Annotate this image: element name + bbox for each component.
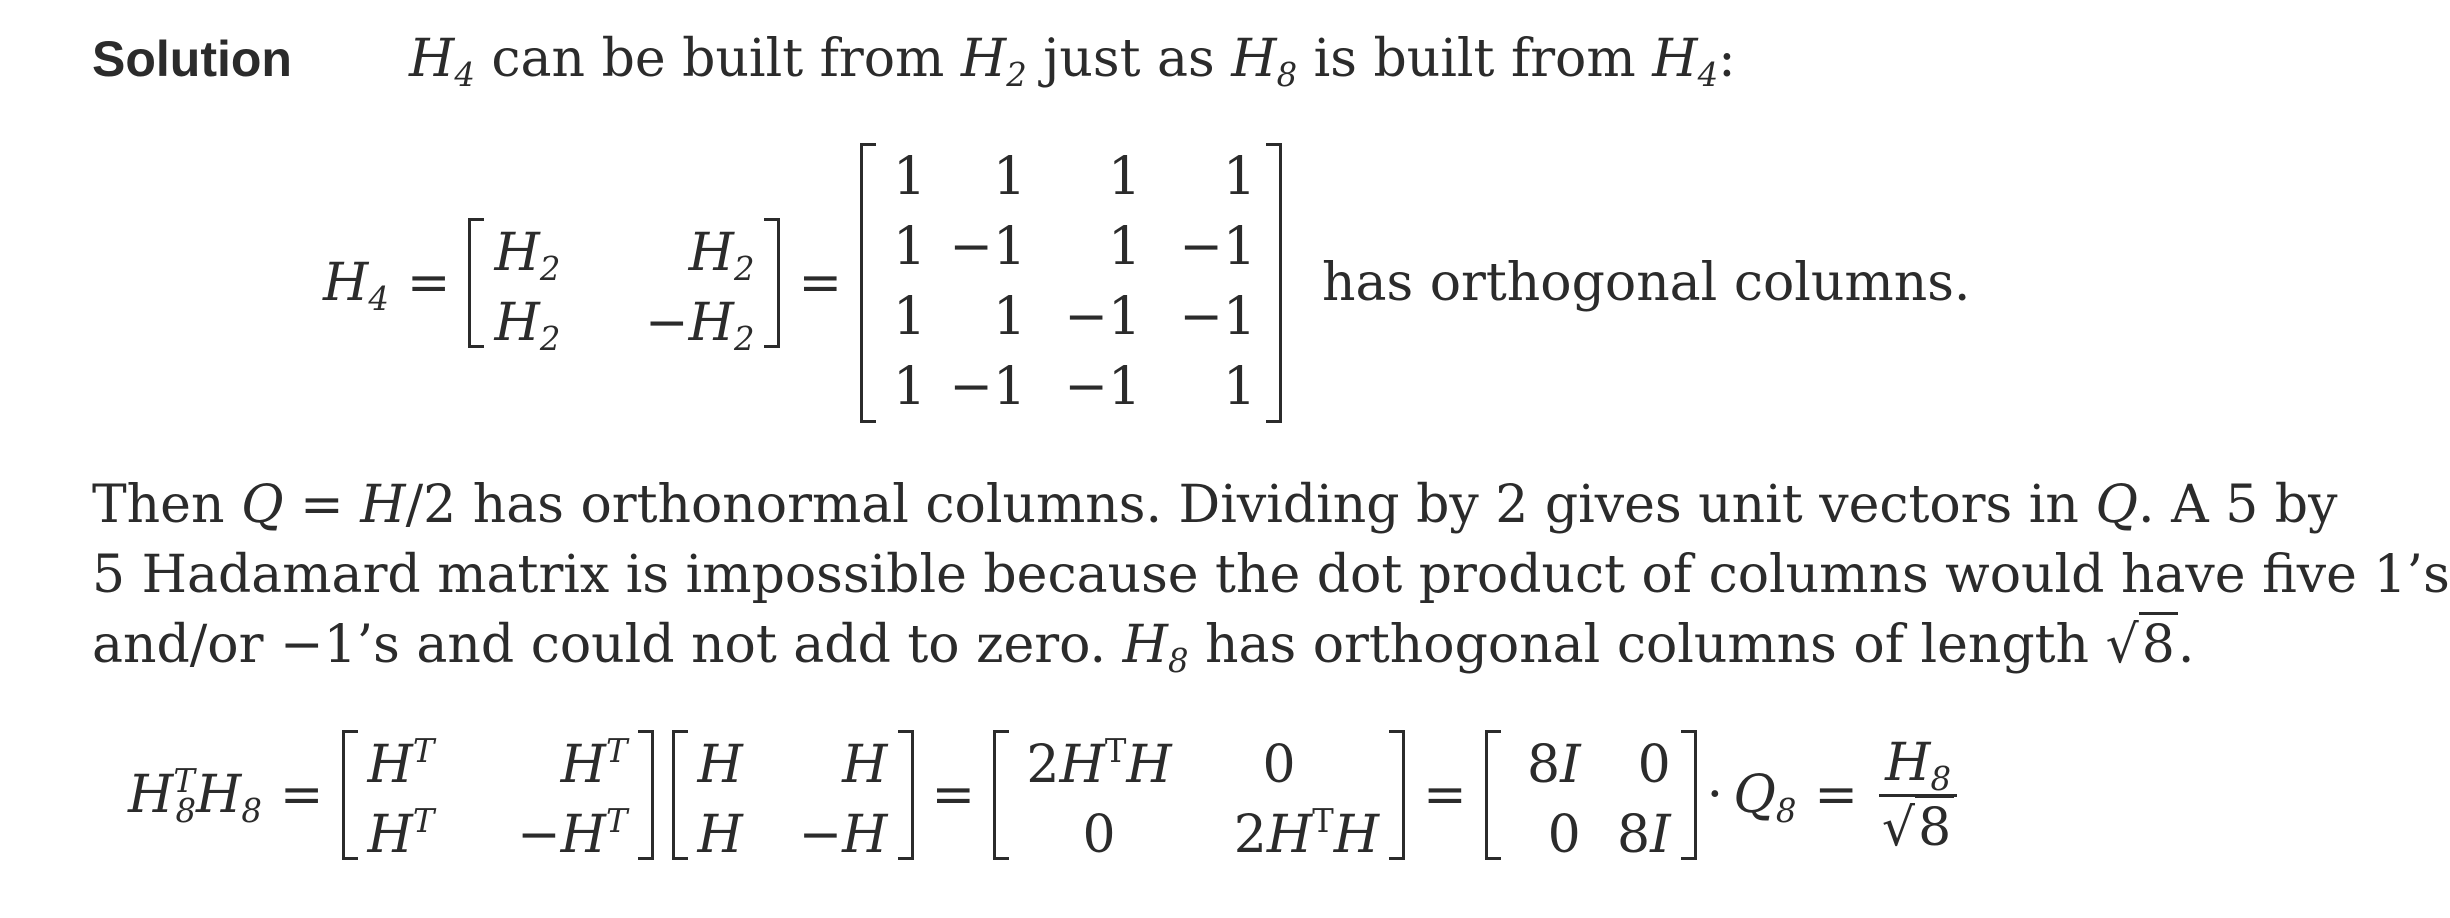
h8-symbol: $H_8$ bbox=[1231, 29, 1298, 95]
q8-symbol: $Q_8$ bbox=[1733, 765, 1797, 831]
matrix-cell: −1 bbox=[1179, 286, 1257, 347]
matrix-cell: −1 bbox=[949, 356, 1027, 417]
intro-text-c: is built from bbox=[1313, 29, 1636, 89]
matrix-cell: 1 bbox=[892, 356, 927, 417]
matrix-cell: 1 bbox=[992, 146, 1027, 207]
matrix-cell: −1 bbox=[949, 216, 1027, 277]
equation-h4: $H_4$ = $H_2$ $H_2$ $H_2$ $-H_2$ = 1 1 1 1 1 −1 1 −1 1 1 −1 −1 1 −1 −1 1 has orthogonal columns. bbox=[323, 140, 1970, 425]
matrix-cell: 1 bbox=[892, 216, 927, 277]
h4-symbol: $H_4$ bbox=[409, 29, 475, 95]
sqrt-8: √8 bbox=[2106, 610, 2178, 680]
matrix-h-transpose: $H^T$ $H^T$ $H^T$ $-H^T$ bbox=[342, 730, 654, 860]
paragraph-line-1: Then Q = H/2 has orthonormal columns. Dividing by 2 gives unit vectors in Q. A 5 by bbox=[92, 475, 2338, 535]
matrix-cell: −1 bbox=[1064, 356, 1142, 417]
matrix-8i: 8I 0 0 8I bbox=[1485, 730, 1697, 860]
matrix-cell: 1 bbox=[892, 146, 927, 207]
solution-label: Solution bbox=[92, 31, 292, 87]
paragraph bbox=[92, 470, 2450, 680]
h4-symbol-2: $H_4$ bbox=[1652, 29, 1719, 95]
fraction-h8-over-sqrt8: $\frac{H_8}{√8}$ bbox=[1876, 732, 1960, 859]
matrix-cell: 1 bbox=[1107, 216, 1142, 277]
eq2-lhs: $H^T_8H_8$ bbox=[128, 762, 262, 831]
matrix-cell: 1 bbox=[992, 286, 1027, 347]
paragraph-line-3: and/or −1’s and could not add to zero. $H_8$ has orthogonal columns of length √8. bbox=[92, 610, 2450, 680]
equation-h8: $H^T_8H_8$ = $H^T$ $H^T$ $H^T$ $-H^T$ H H H −H = $2H^TH$ 0 0 $2H^TH$ = 8I 0 0 8I · $Q_8$ = $\frac{H_8}{√8}$ bbox=[128, 720, 1960, 870]
eq1-lhs: $H_4$ bbox=[323, 252, 389, 318]
matrix-cell: −1 bbox=[1179, 216, 1257, 277]
block-matrix: $H_2$ $H_2$ $H_2$ $-H_2$ bbox=[468, 218, 780, 348]
matrix-cell: −1 bbox=[1064, 286, 1142, 347]
intro-text-b: just as bbox=[1043, 29, 1215, 89]
matrix-cell: 1 bbox=[1222, 146, 1257, 207]
eq1-note: has orthogonal columns. bbox=[1322, 252, 1971, 313]
matrix-product: $2H^TH$ 0 0 $2H^TH$ bbox=[993, 730, 1405, 860]
intro-text-a: can be built from bbox=[491, 29, 945, 89]
matrix-cell: 1 bbox=[1222, 356, 1257, 417]
h2-symbol: $H_2$ bbox=[960, 29, 1027, 95]
hadamard-matrix-4 bbox=[860, 143, 1282, 423]
matrix-cell: 1 bbox=[1107, 146, 1142, 207]
heading-line: Solution $H_4$ can be built from $H_2$ just as $H_8$ is built from $H_4$: bbox=[92, 29, 1736, 95]
matrix-cell: 1 bbox=[892, 286, 927, 347]
paragraph-line-2: 5 Hadamard matrix is impossible because the dot product of columns would have five 1’s bbox=[92, 545, 2450, 605]
matrix-h: H H H −H bbox=[672, 730, 914, 860]
